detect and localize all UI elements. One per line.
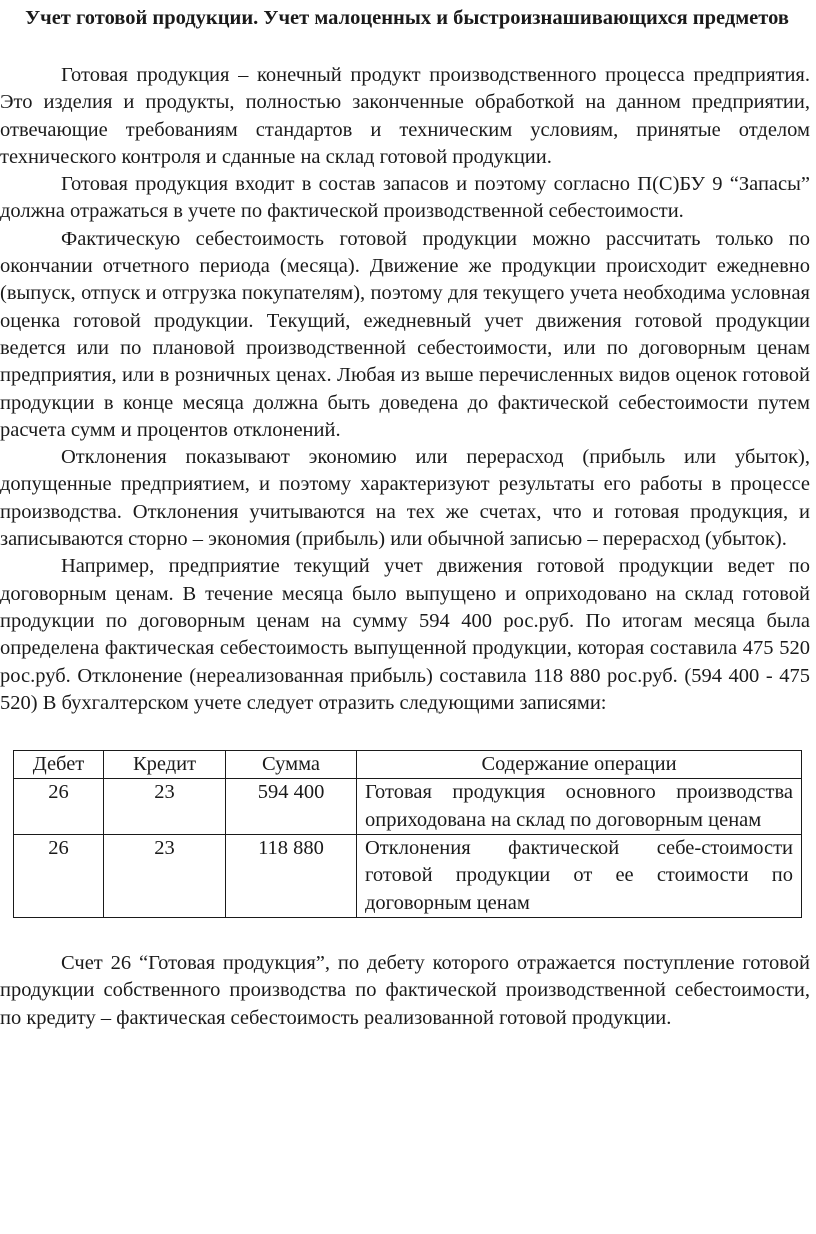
paragraph-inventory-standard: Готовая продукция входит в состав запасов и поэтому согласно П(С)БУ 9 “Запасы” должна отражаться в учете по фактической производственной себестоимости. bbox=[0, 173, 810, 223]
cell-credit: 23 bbox=[104, 835, 226, 918]
document-title: Учет готовой продукции. Учет малоценных и быстроизнашивающихся предметов bbox=[25, 7, 789, 29]
header-debit: Дебет bbox=[14, 751, 104, 779]
paragraph-actual-cost: Фактическую себестоимость готовой продукции можно рассчитать только по окончании отчетного периода (месяца). Движение же продукции происходит ежедневно (выпуск, отпуск и отгрузка покупателям), поэтому для текущего учета необходима условная оценка готовой продукции. Текущий, ежедневный учет движения готовой продукции ведется или по плановой производственной себестоимости, или по договорным ценам предприятия, или в розничных ценах. Любая из выше перечисленных видов оценок готовой продукции в конце месяца должна быть доведена до фактической себестоимости путем расчета сумм и процентов отклонений. bbox=[0, 227, 810, 441]
cell-credit: 23 bbox=[104, 779, 226, 835]
accounting-entries-table bbox=[13, 750, 802, 918]
paragraph-account-26: Счет 26 “Готовая продукция”, по дебету которого отражается поступление готовой продукции собственного производства по фактической производственной себестоимости, по кредиту – фактическая себестоимость реализованной готовой продукции. bbox=[0, 951, 810, 1029]
cell-amount: 118 880 bbox=[226, 835, 357, 918]
cell-debit: 26 bbox=[14, 779, 104, 835]
cell-amount: 594 400 bbox=[226, 779, 357, 835]
paragraph-deviations: Отклонения показывают экономию или перерасход (прибыль или убыток), допущенные предприятием, и поэтому характеризуют результаты его работы в процессе производства. Отклонения учитываются на тех же счетах, что и готовая продукция, и записываются сторно – экономия (прибыль) или обычной записью – перерасход (убыток). bbox=[0, 446, 810, 551]
table-header-row bbox=[14, 751, 802, 779]
paragraph-example: Например, предприятие текущий учет движения готовой продукции ведет по договорным ценам. В течение месяца было выпущено и оприходовано на склад готовой продукции по договорным ценам на сумму 594 400 рос.руб. По итогам месяца была определена фактическая себестоимость выпущенной продукции, которая составила 475 520 рос.руб. Отклонение (нереализованная прибыль) составила 118 880 рос.руб. (594 400 - 475 520) В бухгалтерском учете следует отразить следующими записями: bbox=[0, 555, 810, 714]
header-credit: Кредит bbox=[104, 751, 226, 779]
cell-operation: Готовая продукция основного производства оприходована на склад по договорным ценам bbox=[357, 779, 802, 835]
cell-operation: Отклонения фактической себе-стоимости готовой продукции от ее стоимости по договорным ценам bbox=[357, 835, 802, 918]
header-operation: Содержание операции bbox=[357, 751, 802, 779]
cell-debit: 26 bbox=[14, 835, 104, 918]
header-amount: Сумма bbox=[226, 751, 357, 779]
table-row bbox=[14, 835, 802, 918]
table-row bbox=[14, 779, 802, 835]
paragraph-finished-goods-definition: Готовая продукция – конечный продукт производственного процесса предприятия. Это изделия и продукты, полностью законченные обработкой на данном предприятии, отвечающие требованиям стандартов и техническим условиям, принятые отделом технического контроля и сданные на склад готовой продукции. bbox=[0, 64, 810, 168]
